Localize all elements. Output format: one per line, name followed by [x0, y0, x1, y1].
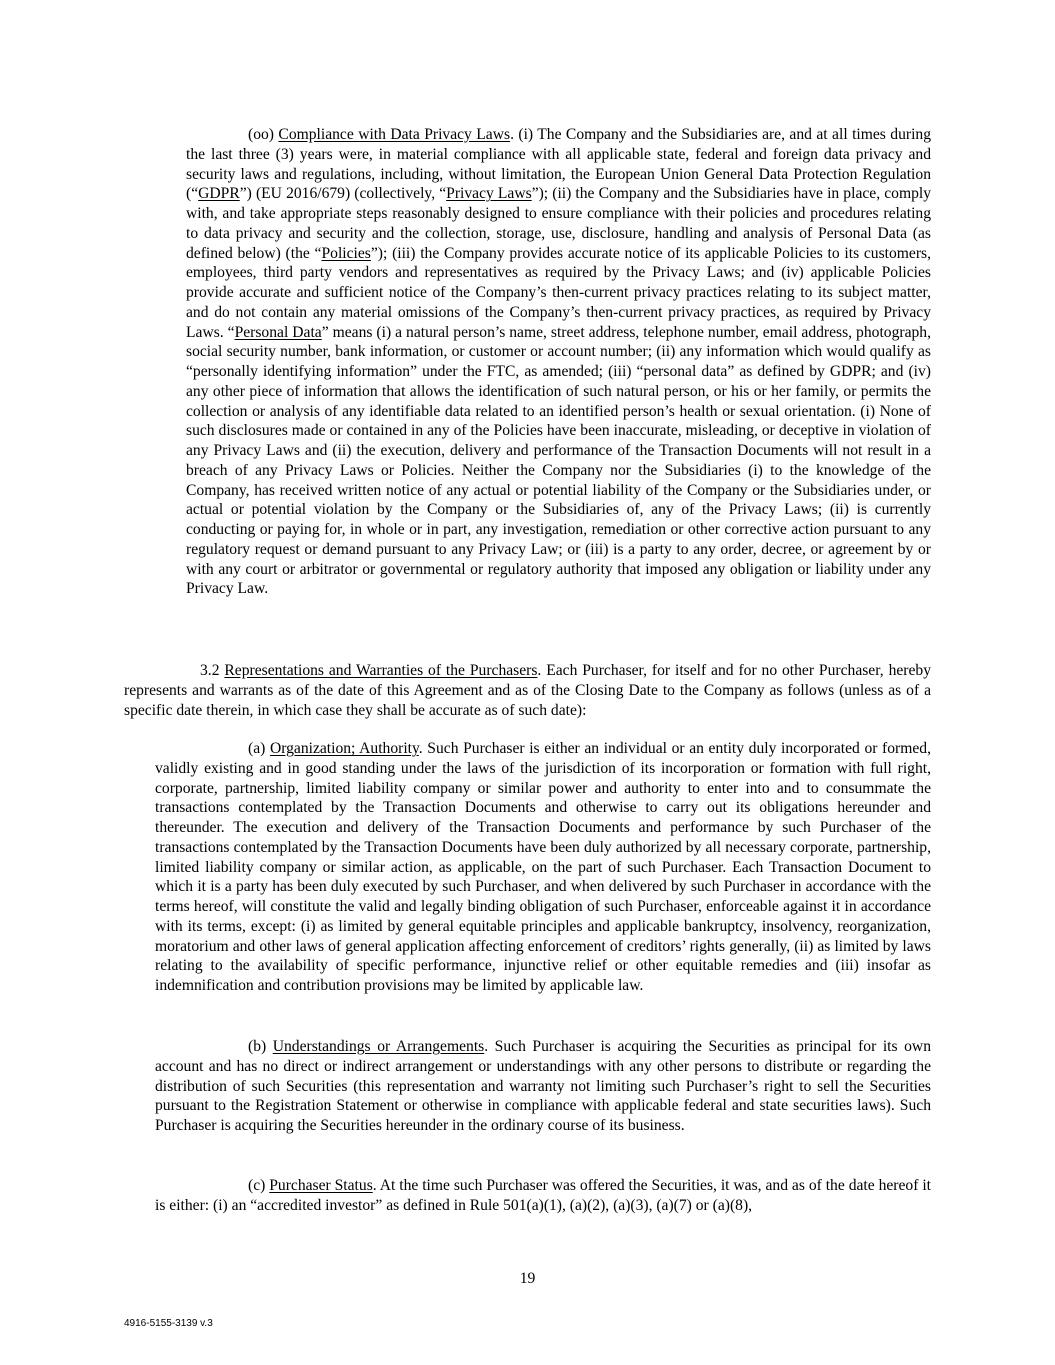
- section-a-body: . Such Purchaser is either an individual or an entity duly incorporated or formed, validly existing and in good standing under the laws of the jurisdiction of its incorporation or formation with full right, corporate, partnership, limited liability company or similar power and authority to enter into and to consummate the transactions contemplated by the Transaction Documents and otherwise to carry out its obligations hereunder and thereunder. The execution and delivery of the Transaction Documents and performance by such Purchaser of the transactions contemplated by the Transaction Documents have been duly authorized by all necessary corporate, partnership, limited liability company or similar action, as applicable, on the part of such Purchaser. Each Transaction Document to which it is a party has been duly executed by such Purchaser, and when delivered by such Purchaser in accordance with the terms hereof, will constitute the valid and legally binding obligation of such Purchaser, enforceable against it in accordance with its terms, except: (i) as limited by general equitable principles and applicable bankruptcy, insolvency, reorganization, moratorium and other laws of general application affecting enforcement of creditors’ rights generally, (ii) as limited by laws relating to the availability of specific performance, injunctive relief or other equitable remedies and (iii) insofar as indemnification and contribution provisions may be limited by applicable law.: [155, 740, 931, 994]
- section-3-2-body: . Each Purchaser, for itself and for no other Purchaser, hereby represents and warrants as of the date of this Agreement and as of the Closing Date to the Company as follows (unless as of a specific date therein, in which case they shall be accurate as of such date):: [124, 662, 932, 719]
- section-oo-text-1: . (i) The Company and the Subsidiaries are, and at all times during the last three (3) years were, in material compliance with all applicable state, federal and foreign data privacy and security laws and regulations, including, without limitation, the European Union General Data Protection Regulation (“: [186, 126, 931, 203]
- section-oo-text-3: ”); (ii) the Company and the Subsidiaries have in place, comply with, and take appropriate steps reasonably designed to ensure compliance with their policies and procedures relating to data privacy and security and the collection, storage, use, disclosure, handling and analysis of Personal Data (as defined below) (the “: [186, 185, 931, 262]
- defined-term-privacy-laws: Privacy Laws: [446, 185, 532, 203]
- section-b-body: . Such Purchaser is acquiring the Securities as principal for its own account and has no direct or indirect arrangement or understandings with any other persons to distribute or regarding the distribution of such Securities (this representation and warranty not limiting such Purchaser’s right to sell the Securities pursuant to the Registration Statement or otherwise in compliance with applicable federal and state securities laws). Such Purchaser is acquiring the Securities hereunder in the ordinary course of its business.: [155, 1038, 931, 1134]
- section-3-2-lead: 3.2: [200, 662, 225, 679]
- section-a-heading: Organization; Authority: [269, 740, 419, 757]
- section-c-lead: (c): [248, 1177, 270, 1194]
- section-b-understandings-arrangements: [155, 1037, 931, 1136]
- section-b-lead: (b): [248, 1038, 273, 1055]
- section-b-heading: Understandings or Arrangements: [272, 1038, 485, 1055]
- section-3-2-heading: Representations and Warranties of the Purchasers: [224, 662, 538, 679]
- section-oo-heading: Compliance with Data Privacy Laws: [278, 126, 511, 143]
- section-c-body: . At the time such Purchaser was offered the Securities, it was, and as of the date hereof it is either: (i) an “accredited investor” as defined in Rule 501(a)(1), (a)(2), (a)(3), (a)(7) or (a)(8),: [155, 1177, 931, 1214]
- section-oo-text-4: ”); (iii) the Company provides accurate notice of its applicable Policies to its customers, employees, third party vendors and representatives as required by the Privacy Laws; and (iv) applicable Policies provide accurate and sufficient notice of the Company’s then-current privacy practices relating to its subject matter, and do not contain any material omissions of the Company’s then-current privacy practices, as required by Privacy Laws. “: [186, 244, 932, 341]
- section-oo-text-2: ”) (EU 2016/679) (collectively, “: [239, 185, 447, 203]
- section-c-heading: Purchaser Status: [269, 1177, 373, 1194]
- defined-term-personal-data: Personal Data: [234, 323, 322, 341]
- section-oo-compliance-data-privacy: [186, 125, 931, 599]
- defined-term-gdpr: GDPR: [198, 185, 240, 203]
- section-oo-text-5: ” means (i) a natural person’s name, street address, telephone number, email address, photograph, social security number, bank information, or customer or account number; (ii) any information which would qualify as “personally identifying information” under the FTC, as amended; (iii) “personal data” as defined by GDPR; and (iv) any other piece of information that allows the identification of such natural person, or his or her family, or permits the collection or analysis of any identifiable data related to an identified person’s health or sexual orientation. (i) None of such disclosures made or contained in any of the Policies have been inaccurate, misleading, or deceptive in violation of any Privacy Laws and (ii) the execution, delivery and performance of the Transaction Documents will not result in a breach of any Privacy Laws or Policies. Neither the Company nor the Subsidiaries (i) to the knowledge of the Company, has received written notice of any actual or potential liability of the Company or the Subsidiaries under, or actual or potential violation by the Company or the Subsidiaries of, any of the Privacy Laws; (ii) is currently conducting or paying for, in whole or in part, any investigation, remediation or other corrective action pursuant to any regulatory request or demand pursuant to any Privacy Law; or (iii) is a party to any order, decree, or agreement by or with any court or arbitrator or governmental or regulatory authority that imposed any obligation or liability under any Privacy Law.: [186, 323, 931, 598]
- section-3-2-representations-purchasers: [124, 661, 931, 720]
- page-number: 19: [519, 1270, 536, 1287]
- section-a-organization-authority: [155, 739, 931, 996]
- section-c-purchaser-status: [155, 1176, 931, 1216]
- section-oo-lead: (oo): [248, 126, 279, 143]
- document-id: 4916-5155-3139 v.3: [124, 1318, 213, 1329]
- defined-term-policies: Policies: [321, 244, 371, 262]
- section-a-lead: (a): [248, 740, 270, 757]
